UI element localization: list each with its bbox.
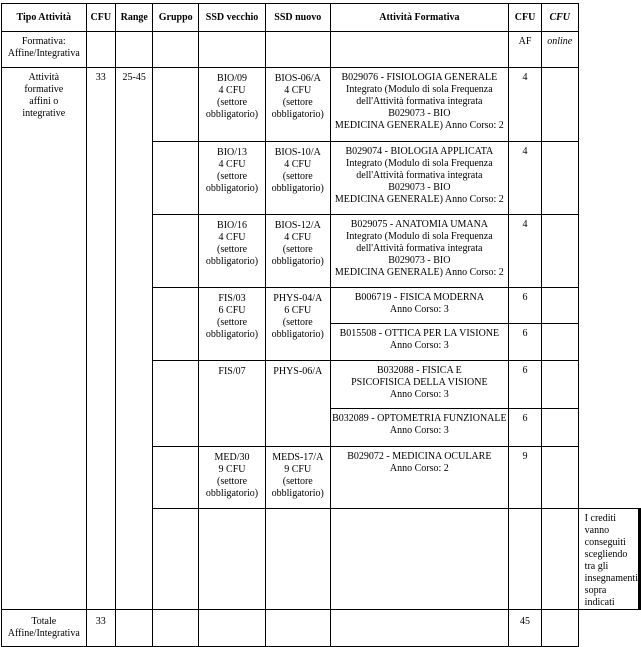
ssd-old-cell: BIO/09 4 CFU (settore obbligatorio)	[199, 68, 266, 142]
ssd-new-cell: PHYS-06/A	[265, 361, 330, 447]
attivita-cell: B029074 - BIOLOGIA APPLICATA Integrato (Modulo di sola Frequenza dell'Attività formativa integrata B029073 - BIO MEDICINA GENERALE) Anno Corso: 2	[330, 142, 509, 215]
attivita-cell: B032089 - OPTOMETRIA FUNZIONALE Anno Corso: 3	[330, 409, 509, 447]
header-tipo: Tipo Attività	[2, 4, 87, 32]
header-attivita: Attività Formativa	[330, 4, 509, 32]
total-cfu-af: 45	[509, 610, 542, 647]
note-cell: I crediti vanno conseguiti scegliendo tra gli insegnamenti sopra indicati	[578, 509, 638, 610]
subheader-cfu-af: AF	[509, 32, 542, 68]
ssd-new-cell: BIOS-12/A 4 CFU (settore obbligatorio)	[265, 215, 330, 288]
ssd-old-cell: BIO/16 4 CFU (settore obbligatorio)	[199, 215, 266, 288]
cfu-cell: 6	[509, 361, 542, 409]
total-row	[2, 610, 641, 647]
subheader-tipo: Formativa: Affine/Integrativa	[2, 32, 87, 68]
ssd-new-cell: BIOS-06/A 4 CFU (settore obbligatorio)	[265, 68, 330, 142]
ssd-old-cell: FIS/07	[199, 361, 266, 447]
header-cfu-online: CFU	[541, 4, 578, 32]
ssd-old-cell: MED/30 9 CFU (settore obbligatorio)	[199, 447, 266, 509]
cfu-cell: 9	[509, 447, 542, 509]
attivita-cell: B015508 - OTTICA PER LA VISIONE Anno Corso: 3	[330, 324, 509, 361]
attivita-cell: B029076 - FISIOLOGIA GENERALE Integrato (Modulo di sola Frequenza dell'Attività formativa integrata B029073 - BIO MEDICINA GENERALE) Anno Corso: 2	[330, 68, 509, 142]
subheader-row	[2, 32, 641, 68]
header-row	[2, 4, 641, 32]
attivita-cell: B032088 - FISICA E PSICOFISICA DELLA VISIONE Anno Corso: 3	[330, 361, 509, 409]
ssd-old-cell: BIO/13 4 CFU (settore obbligatorio)	[199, 142, 266, 215]
header-ssd-nuovo: SSD nuovo	[265, 4, 330, 32]
cfu-cell: 4	[509, 215, 542, 288]
group-range: 25-45	[116, 68, 153, 610]
header-cfu: CFU	[86, 4, 116, 32]
attivita-cell: B006719 - FISICA MODERNA Anno Corso: 3	[330, 288, 509, 324]
header-gruppo: Gruppo	[153, 4, 199, 32]
cfu-cell: 4	[509, 68, 542, 142]
cfu-cell: 4	[509, 142, 542, 215]
cfu-cell: 6	[509, 324, 542, 361]
total-cfu: 33	[86, 610, 116, 647]
header-cfu-af: CFU	[509, 4, 542, 32]
attivita-cell: B029075 - ANATOMIA UMANA Integrato (Modulo di sola Frequenza dell'Attività formativa integrata B029073 - BIO MEDICINA GENERALE) Anno Corso: 2	[330, 215, 509, 288]
group-tipo: Attività formative affini o integrative	[2, 68, 87, 610]
subheader-cfu-online: online	[541, 32, 578, 68]
header-ssd-vecchio: SSD vecchio	[199, 4, 266, 32]
cfu-cell: 6	[509, 409, 542, 447]
ssd-new-cell: PHYS-04/A 6 CFU (settore obbligatorio)	[265, 288, 330, 361]
ssd-old-cell: FIS/03 6 CFU (settore obbligatorio)	[199, 288, 266, 361]
total-label: Totale Affine/Integrativa	[2, 610, 87, 647]
header-range: Range	[116, 4, 153, 32]
group-cfu: 33	[86, 68, 116, 610]
cfu-cell: 6	[509, 288, 542, 324]
attivita-cell: B029072 - MEDICINA OCULARE Anno Corso: 2	[330, 447, 509, 509]
study-plan-table	[1, 3, 641, 647]
ssd-new-cell: MEDS-17/A 9 CFU (settore obbligatorio)	[265, 447, 330, 509]
table-row	[2, 68, 641, 142]
ssd-new-cell: BIOS-10/A 4 CFU (settore obbligatorio)	[265, 142, 330, 215]
